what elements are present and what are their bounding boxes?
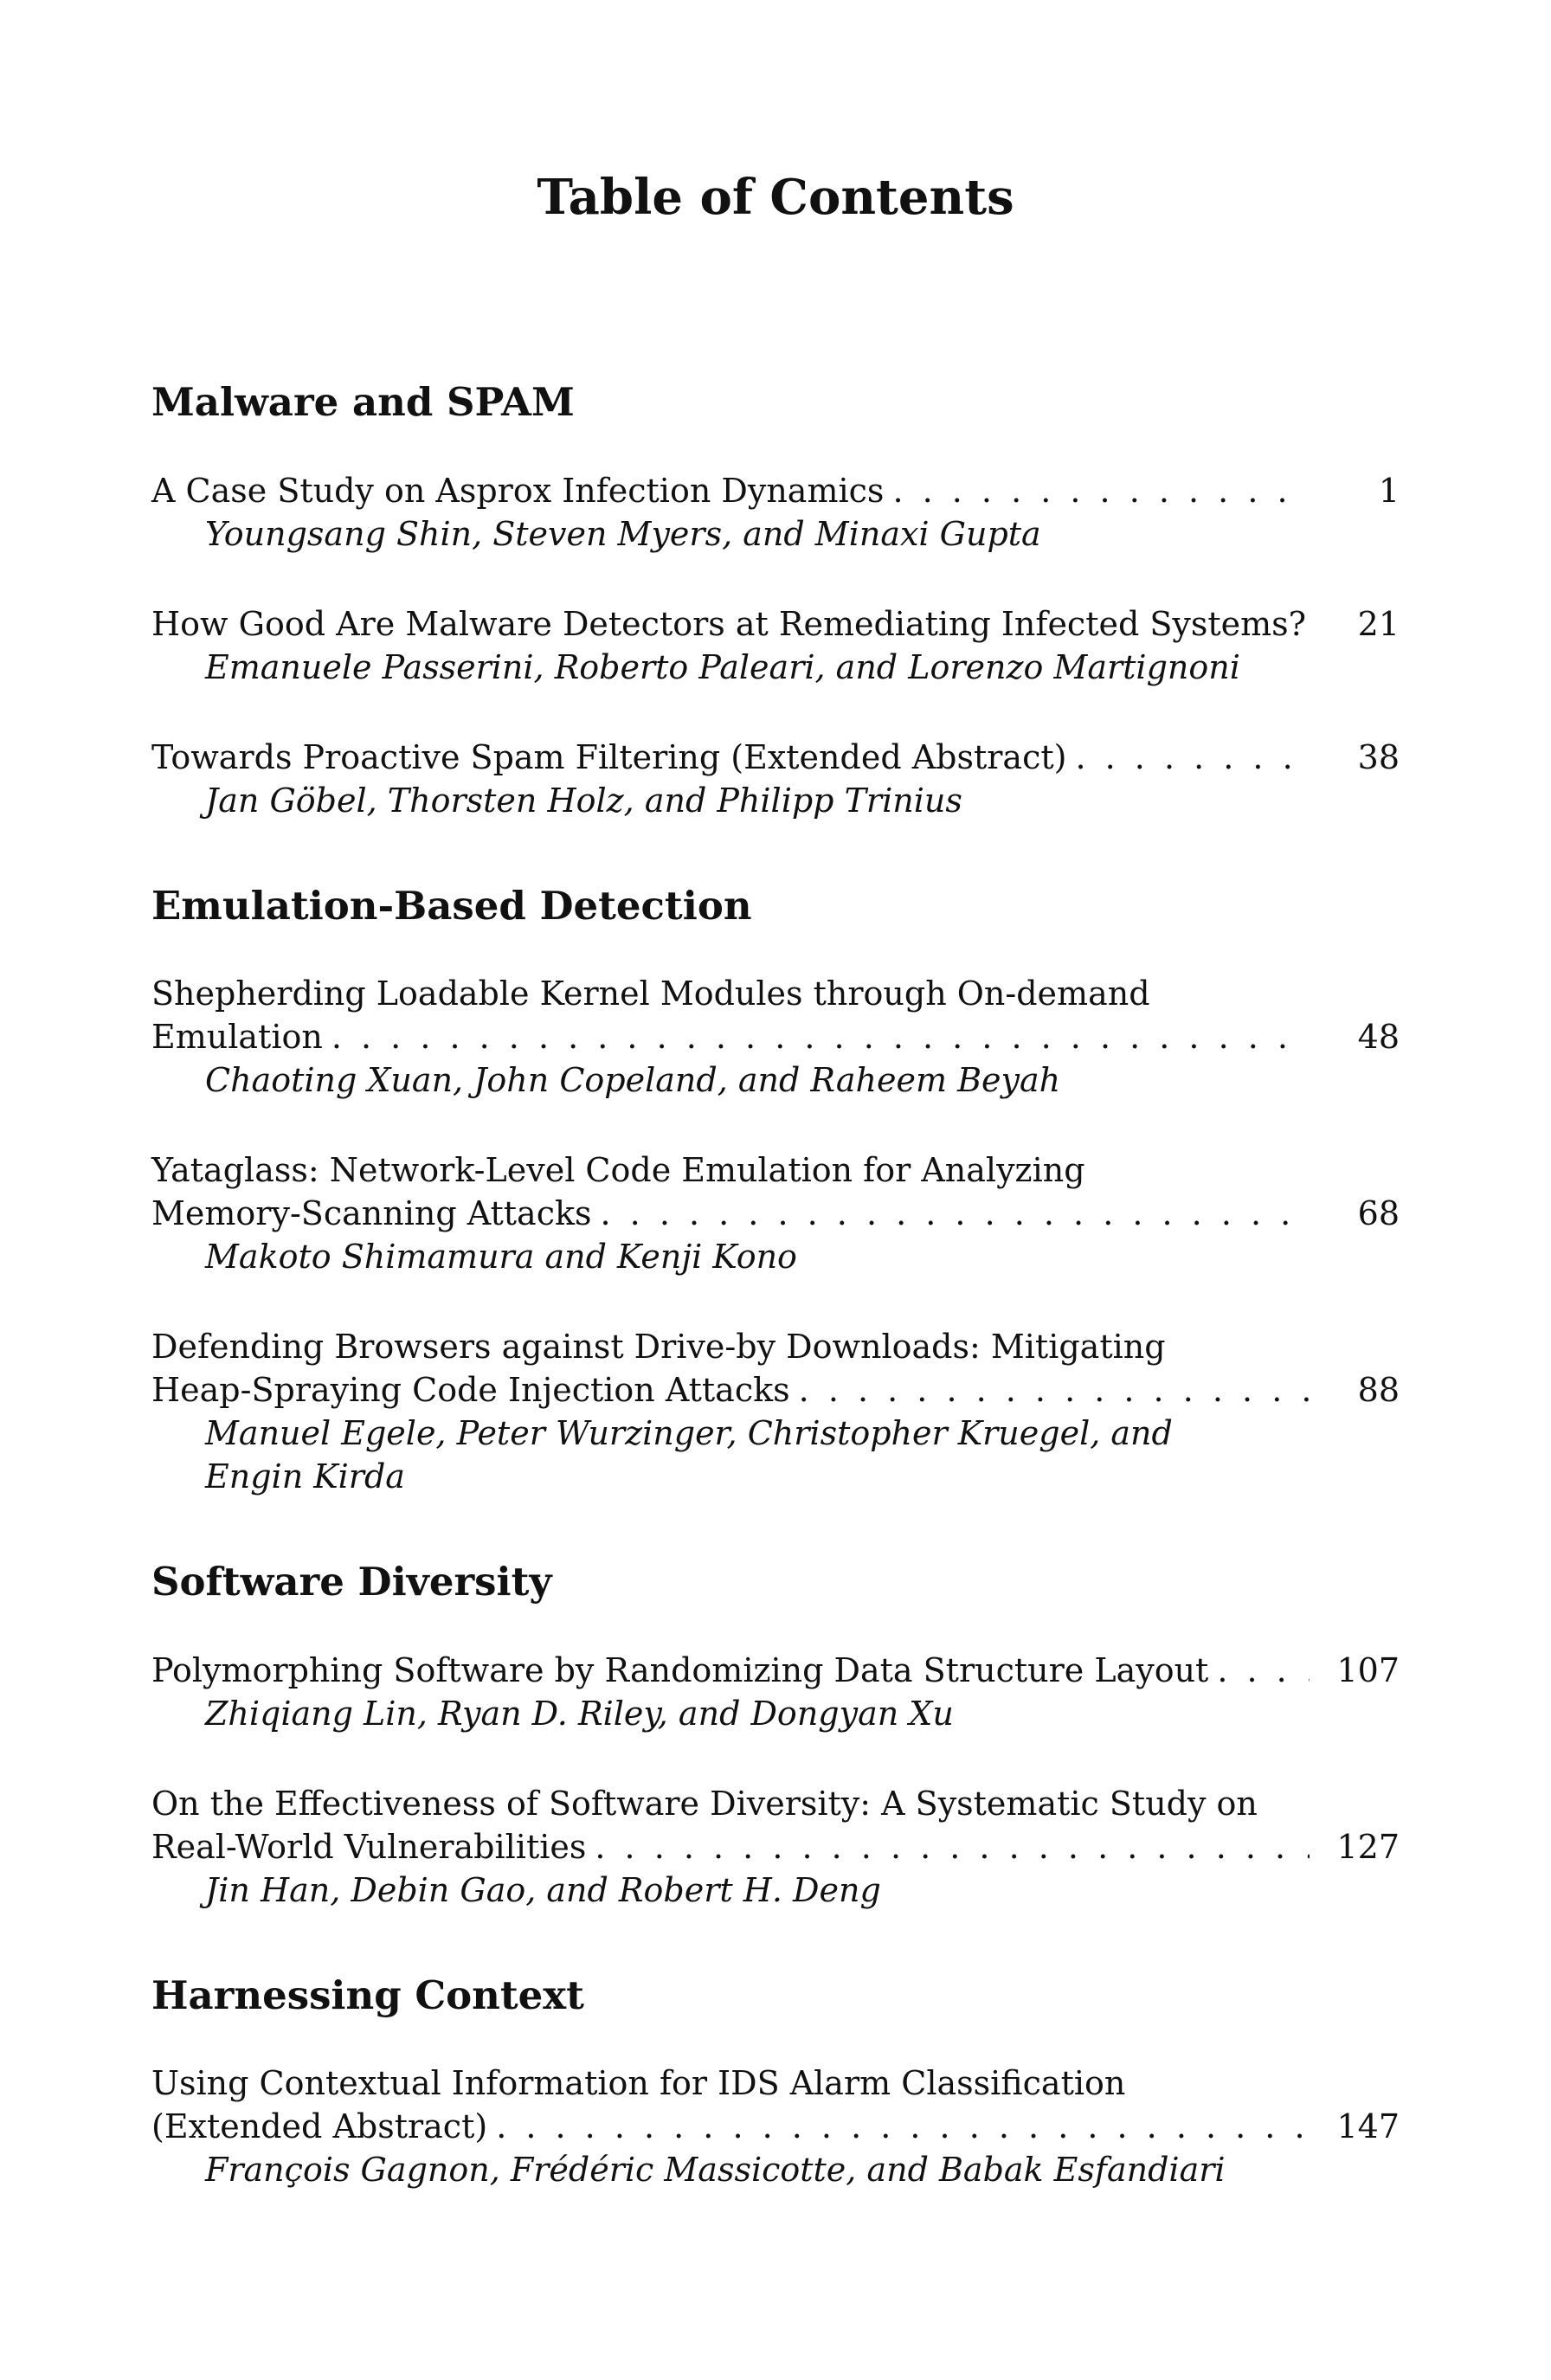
entry-authors: François Gagnon, Frédéric Massicotte, and Babak Esfandiari — [205, 2151, 1226, 2189]
page-title: Table of Contents — [537, 169, 1014, 226]
entry-title[interactable]: Heap-Spraying Code Injection Attacks — [151, 1371, 790, 1409]
table-of-contents — [151, 381, 1400, 2254]
leader-dots — [892, 469, 1310, 512]
entry-authors: Zhiqiang Lin, Ryan D. Riley, and Dongyan Xu — [205, 1694, 954, 1733]
section-heading: Malware and SPAM — [151, 379, 575, 425]
entry-title-line — [151, 1368, 1400, 1412]
entry-title[interactable]: Defending Browsers against Drive-by Downloads: Mitigating — [151, 1328, 1166, 1366]
entry-title[interactable]: Yataglass: Network-Level Code Emulation for Analyzing — [151, 1151, 1085, 1189]
toc-entry[interactable] — [151, 1325, 1400, 1498]
entry-title-line — [151, 1782, 1400, 1825]
toc-entry[interactable] — [151, 972, 1400, 1102]
entry-title-line — [151, 2062, 1400, 2105]
entry-title-line — [151, 1825, 1400, 1869]
entry-title[interactable]: Memory-Scanning Attacks — [151, 1194, 592, 1232]
leader-dots — [496, 2105, 1310, 2148]
page-number[interactable]: 107 — [1336, 1650, 1400, 1689]
entry-title-line — [151, 1148, 1400, 1192]
entry-title[interactable]: Real-World Vulnerabilities — [151, 1827, 587, 1866]
toc-section — [151, 884, 1400, 1499]
toc-entry[interactable] — [151, 736, 1400, 822]
entry-title-line — [151, 2105, 1400, 2148]
entry-title[interactable]: On the Effectiveness of Software Diversity: A Systematic Study on — [151, 1784, 1258, 1823]
section-heading: Harnessing Context — [151, 1972, 584, 2018]
entry-title[interactable]: (Extended Abstract) — [151, 2107, 488, 2145]
entry-title-line — [151, 469, 1400, 512]
section-heading: Software Diversity — [151, 1559, 552, 1605]
section-heading: Emulation-Based Detection — [151, 882, 752, 929]
entry-authors: Emanuele Passerini, Roberto Paleari, and Lorenzo Martignoni — [205, 647, 1240, 686]
entry-title-line — [151, 1015, 1400, 1058]
page-number[interactable]: 88 — [1357, 1371, 1400, 1409]
toc-entry[interactable] — [151, 2062, 1400, 2191]
entry-authors: Jin Han, Debin Gao, and Robert H. Deng — [205, 1870, 881, 1909]
page-number[interactable]: 48 — [1357, 1018, 1400, 1056]
entry-title-line — [151, 972, 1400, 1015]
entry-title-line — [151, 736, 1400, 779]
toc-entry[interactable] — [151, 469, 1400, 556]
leader-dots — [1075, 736, 1310, 779]
entry-title-line — [151, 1325, 1400, 1368]
toc-entry[interactable] — [151, 602, 1400, 689]
toc-entry[interactable] — [151, 1148, 1400, 1278]
entry-title[interactable]: Polymorphing Software by Randomizing Data Structure Layout — [151, 1650, 1209, 1689]
leader-dots — [331, 1015, 1310, 1058]
entry-authors: Youngsang Shin, Steven Myers, and Minaxi Gupta — [205, 514, 1041, 553]
leader-dots — [595, 1825, 1310, 1869]
entry-authors: Makoto Shimamura and Kenji Kono — [205, 1238, 797, 1276]
leader-dots — [601, 1192, 1310, 1235]
page-number[interactable]: 127 — [1336, 1827, 1400, 1866]
entry-title-line — [151, 602, 1400, 646]
toc-section — [151, 1974, 1400, 2192]
entry-title[interactable]: Towards Proactive Spam Filtering (Extended Abstract) — [151, 737, 1067, 776]
toc-section — [151, 381, 1400, 822]
entry-title[interactable]: Using Contextual Information for IDS Alarm Classification — [151, 2064, 1126, 2102]
entry-title[interactable]: Shepherding Loadable Kernel Modules through On-demand — [151, 975, 1150, 1013]
entry-authors: Manuel Egele, Peter Wurzinger, Christopher Kruegel, and — [205, 1414, 1173, 1452]
page-number[interactable]: 38 — [1357, 737, 1400, 776]
entry-title-line — [151, 1649, 1400, 1692]
toc-entry[interactable] — [151, 1649, 1400, 1735]
leader-dots — [1217, 1649, 1310, 1692]
entry-authors: Jan Göbel, Thorsten Holz, and Philipp Trinius — [205, 781, 962, 820]
toc-entry[interactable] — [151, 1782, 1400, 1912]
entry-title[interactable]: A Case Study on Asprox Infection Dynamics — [151, 471, 885, 510]
toc-section — [151, 1560, 1400, 1912]
entry-title[interactable]: How Good Are Malware Detectors at Remediating Infected Systems? — [151, 604, 1307, 643]
entry-title-line — [151, 1192, 1400, 1235]
leader-dots — [799, 1368, 1310, 1412]
entry-title[interactable]: Emulation — [151, 1018, 323, 1056]
page-number[interactable]: 1 — [1378, 471, 1400, 510]
entry-authors: Engin Kirda — [205, 1457, 405, 1496]
page-number[interactable]: 68 — [1357, 1194, 1400, 1232]
page-number[interactable]: 147 — [1336, 2107, 1400, 2145]
page-number[interactable]: 21 — [1357, 604, 1400, 643]
entry-authors: Chaoting Xuan, John Copeland, and Raheem Beyah — [205, 1061, 1061, 1099]
